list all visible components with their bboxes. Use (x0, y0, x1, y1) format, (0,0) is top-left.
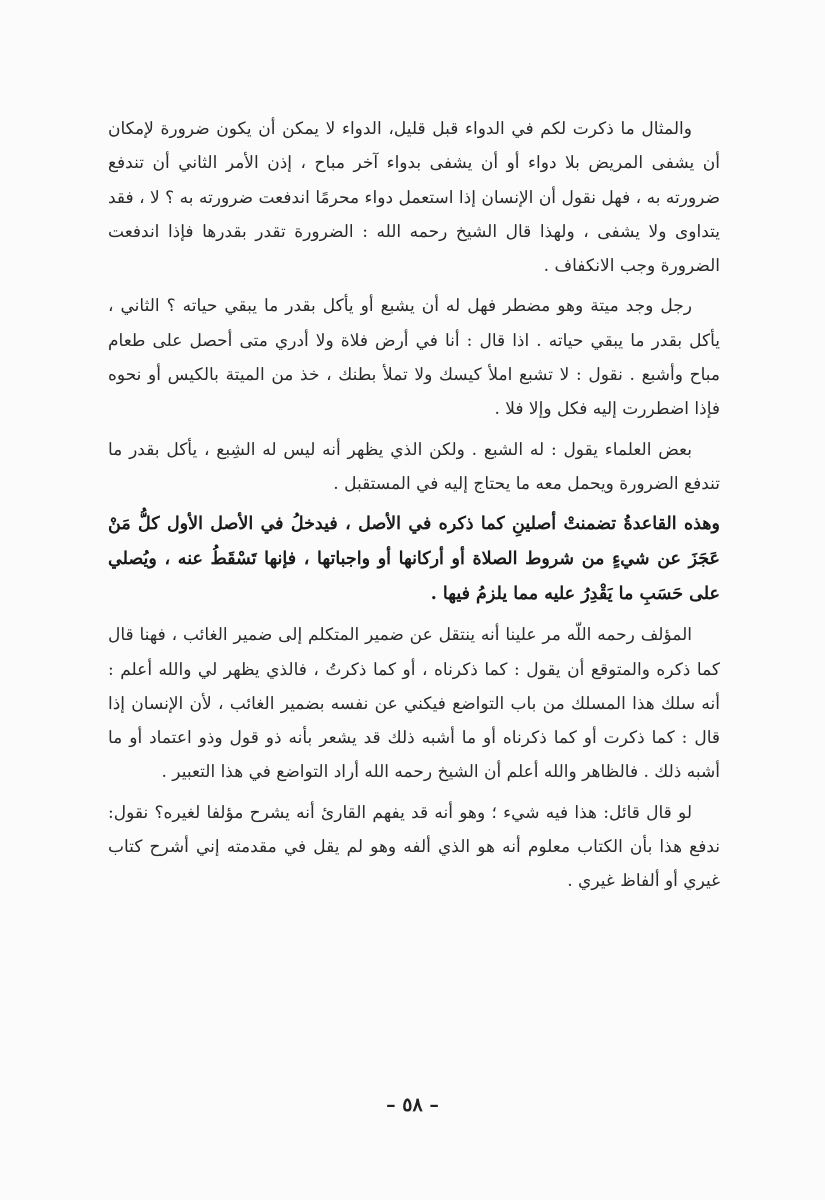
paragraph-scholars-opinion: بعض العلماء يقول : له الشبع . ولكن الذي يظهر أنه ليس له الشِبع ، يأكل بقدر ما تندفع الضرورة ويحمل معه ما يحتاج إليه في المستقبل . (108, 439, 720, 494)
page-number: – ٥٨ – (386, 1094, 439, 1116)
paragraph-carrion: رجل وجد ميتة وهو مضطر فهل له أن يشبع أو يأكل بقدر ما يبقي حياته ؟ الثاني ، يأكل بقدر ما يبقي حياته . اذا قال : أنا في أرض فلاة ولا أدري متى أحصل على طعام مباح وأشبع . نقول : لا تشبع املأ كيسك ولا تملأ بطنك ، خذ من الميتة بالكيس أو نحوه فإذا اضطررت إليه فكل وإلا فلا . (108, 296, 720, 420)
paragraph-objection: لو قال قائل: هذا فيه شيء ؛ وهو أنه قد يفهم القارئ أنه يشرح مؤلفا لغيره؟ نقول: ندفع هذا بأن الكتاب معلوم أنه هو الذي ألفه وهو لم يقل في مقدمته إني أشرح كتاب غيري أو ألفاظ غيري . (108, 802, 720, 892)
paragraph-rule-text: وهذه القاعدةُ تضمنتْ أصلينِ كما ذكره في الأصل ، فيدخلُ في الأصل الأول كلُّ مَنْ عَجَزَ عن شيءٍ من شروط الصلاة أو أركانها أو واجباتها ، فإنها تَسْقَطُ عنه ، ويُصلي على حَسَبِ ما يَقْدِرُ عليه مما يلزمُ فيها . (108, 514, 720, 605)
body-text (108, 112, 720, 905)
paragraph-author-style: المؤلف رحمه اللّه مر علينا أنه ينتقل عن ضمير المتكلم إلى ضمير الغائب ، فهنا قال كما ذكره والمتوقع أن يقول : كما ذكرناه ، أو كما ذكرتُ ، فالذي يظهر لي والله أعلم : أنه سلك هذا المسلك من باب التواضع فيكني عن نفسه بضمير الغائب ، لأن الإنسان إذا قال : كما ذكرت أو كما ذكرناه أو ما أشبه ذلك قد يشعر بأنه ذو قول وذو اعتماد أو ما أشبه ذلك . فالظاهر والله أعلم أن الشيخ رحمه الله أراد التواضع في هذا التعبير . (108, 625, 720, 783)
paragraph-medicine-example: والمثال ما ذكرت لكم في الدواء قبل قليل، الدواء لا يمكن أن يكون ضرورة لإمكان أن يشفى المريض بلا دواء أو أن يشفى بدواء آخر مباح ، إذن الأمر الثاني أن تندفع ضرورته به ، فهل نقول أن الإنسان إذا استعمل دواء محرمًا اندفعت ضرورته به ؟ لا ، فقد يتداوى ولا يشفى ، ولهذا قال الشيخ رحمه الله : الضرورة تقدر بقدرها فإذا اندفعت الضرورة وجب الانكفاف . (108, 119, 720, 277)
